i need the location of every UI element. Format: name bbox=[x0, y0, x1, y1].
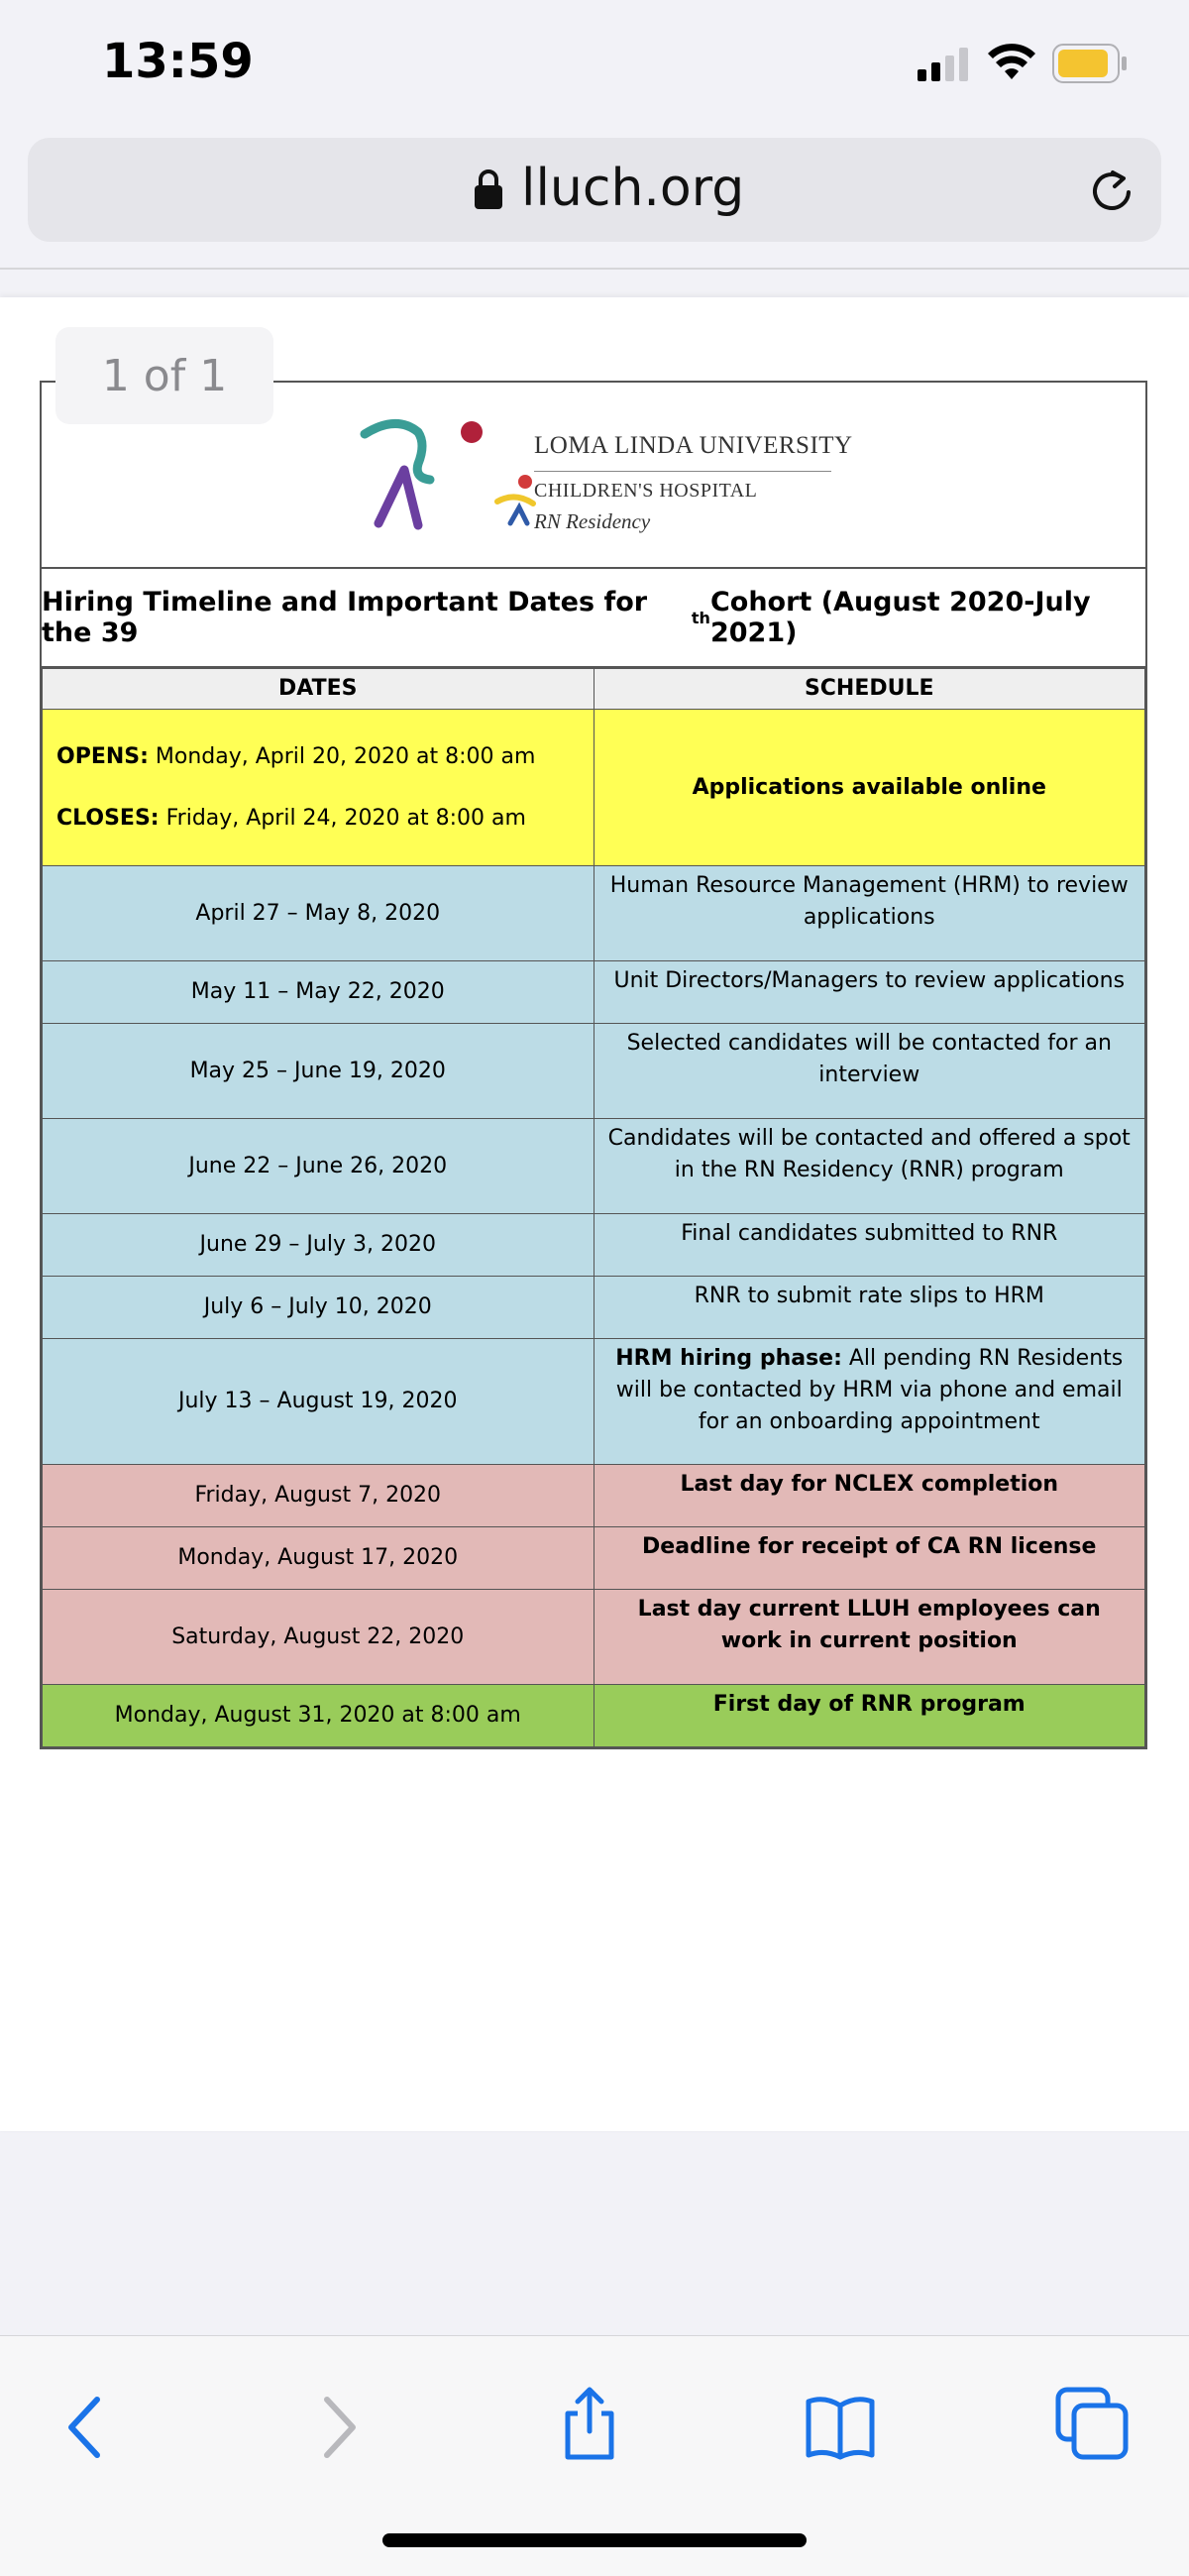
pdf-page[interactable] bbox=[0, 297, 1189, 2131]
opens-label: OPENS: bbox=[56, 743, 149, 769]
logo-rule bbox=[534, 471, 831, 472]
wifi-icon bbox=[987, 44, 1036, 81]
schedule-cell: Unit Directors/Managers to review applications bbox=[594, 961, 1145, 1024]
table-row bbox=[43, 1590, 1145, 1685]
application-window-cell bbox=[43, 710, 594, 866]
closes-label: CLOSES: bbox=[56, 805, 160, 831]
table-row bbox=[43, 1465, 1145, 1527]
schedule-cell: Human Resource Management (HRM) to review applications bbox=[594, 866, 1145, 961]
share-icon[interactable] bbox=[550, 2384, 629, 2463]
schedule-cell bbox=[594, 1339, 1145, 1465]
schedule-cell: Last day current LLUH employees can work in current position bbox=[594, 1590, 1145, 1685]
closes-line bbox=[56, 801, 580, 837]
timeline-table bbox=[42, 668, 1145, 1747]
opens-value: Monday, April 20, 2020 at 8:00 am bbox=[148, 743, 536, 769]
reload-icon[interactable] bbox=[1087, 167, 1136, 216]
hrm-phase-label: HRM hiring phase: bbox=[615, 1346, 842, 1371]
logo-hospital: CHILDREN'S HOSPITAL bbox=[534, 480, 758, 502]
schedule-cell: Applications available online bbox=[594, 710, 1145, 866]
table-row bbox=[43, 961, 1145, 1024]
schedule-cell: Candidates will be contacted and offered a spot in the RN Residency (RNR) program bbox=[594, 1119, 1145, 1214]
schedule-cell: Last day for NCLEX completion bbox=[594, 1465, 1145, 1527]
table-row bbox=[43, 1527, 1145, 1590]
lock-icon bbox=[474, 168, 503, 210]
table-row bbox=[43, 1339, 1145, 1465]
table-row bbox=[43, 1119, 1145, 1214]
hrm-phase-text: All pending RN Residents will be contacted by HRM via phone and email for an onboarding appointment bbox=[615, 1346, 1124, 1434]
date-cell: June 29 – July 3, 2020 bbox=[43, 1214, 594, 1277]
cellular-signal-icon bbox=[918, 48, 969, 81]
battery-icon bbox=[1052, 44, 1128, 83]
date-cell: April 27 – May 8, 2020 bbox=[43, 866, 594, 961]
table-row bbox=[43, 1024, 1145, 1119]
status-bar bbox=[0, 0, 1189, 129]
title-superscript: th bbox=[691, 608, 710, 627]
tabs-icon[interactable] bbox=[1052, 2384, 1132, 2463]
status-time: 13:59 bbox=[102, 34, 254, 89]
divider bbox=[0, 268, 1189, 270]
date-cell: June 22 – June 26, 2020 bbox=[43, 1119, 594, 1214]
table-header-row bbox=[43, 669, 1145, 710]
date-cell: Saturday, August 22, 2020 bbox=[43, 1590, 594, 1685]
page-indicator: 1 of 1 bbox=[55, 327, 273, 424]
opens-line bbox=[56, 739, 580, 775]
schedule-cell: First day of RNR program bbox=[594, 1685, 1145, 1747]
date-cell: Friday, August 7, 2020 bbox=[43, 1465, 594, 1527]
table-row bbox=[43, 1685, 1145, 1747]
schedule-cell: Selected candidates will be contacted for an interview bbox=[594, 1024, 1145, 1119]
schedule-cell: Final candidates submitted to RNR bbox=[594, 1214, 1145, 1277]
date-cell: July 6 – July 10, 2020 bbox=[43, 1277, 594, 1339]
forward-icon[interactable] bbox=[297, 2388, 377, 2467]
table-row bbox=[43, 1277, 1145, 1339]
home-indicator[interactable] bbox=[382, 2533, 807, 2547]
url-text[interactable]: lluch.org bbox=[521, 159, 745, 218]
schedule-cell: RNR to submit rate slips to HRM bbox=[594, 1277, 1145, 1339]
document bbox=[40, 381, 1147, 1749]
column-header-dates: DATES bbox=[43, 669, 594, 710]
closes-value: Friday, April 24, 2020 at 8:00 am bbox=[159, 805, 526, 831]
date-cell: July 13 – August 19, 2020 bbox=[43, 1339, 594, 1465]
back-icon[interactable] bbox=[48, 2388, 127, 2467]
date-cell: Monday, August 17, 2020 bbox=[43, 1527, 594, 1590]
table-row bbox=[43, 866, 1145, 961]
title-prefix: Hiring Timeline and Important Dates for the 39 bbox=[42, 587, 648, 648]
date-cell: Monday, August 31, 2020 at 8:00 am bbox=[43, 1685, 594, 1747]
document-title bbox=[42, 569, 1145, 668]
column-header-schedule: SCHEDULE bbox=[594, 669, 1145, 710]
logo-university: LOMA LINDA UNIVERSITY bbox=[534, 432, 853, 459]
schedule-cell: Deadline for receipt of CA RN license bbox=[594, 1527, 1145, 1590]
table-row bbox=[43, 710, 1145, 866]
date-cell: May 25 – June 19, 2020 bbox=[43, 1024, 594, 1119]
table-row bbox=[43, 1214, 1145, 1277]
logo-program: RN Residency bbox=[534, 509, 651, 533]
bookmarks-icon[interactable] bbox=[801, 2388, 880, 2467]
date-cell: May 11 – May 22, 2020 bbox=[43, 961, 594, 1024]
title-suffix: Cohort (August 2020-July 2021) bbox=[709, 587, 1091, 648]
